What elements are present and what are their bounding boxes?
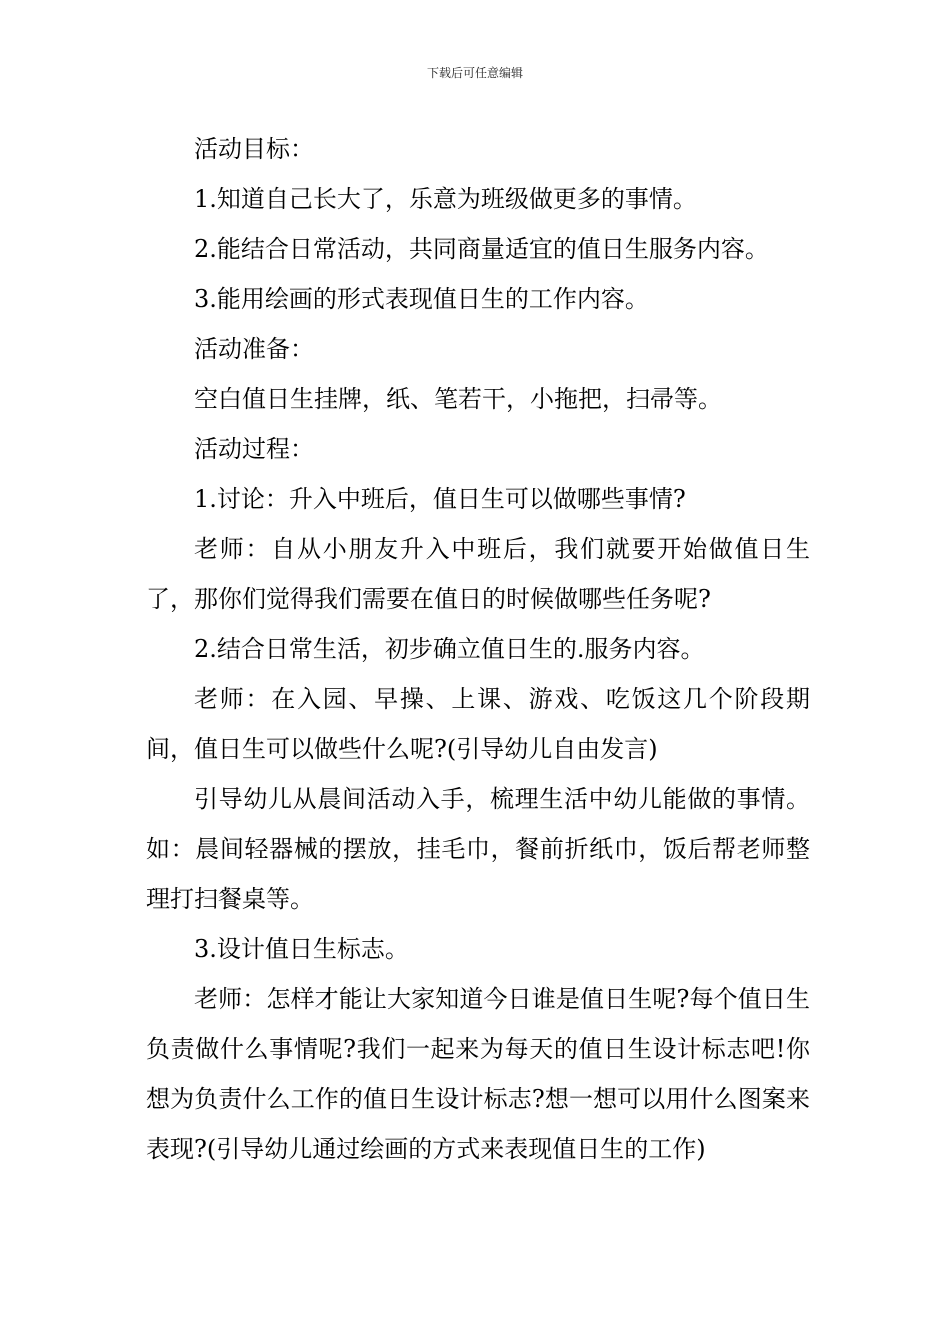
section-heading-process: 活动过程： xyxy=(194,435,314,463)
process-step-1: 1.讨论：升入中班后，值日生可以做哪些事情? xyxy=(194,485,686,513)
teacher-dialogue-2: 老师：在入园、早操、上课、游戏、吃饭这几个阶段期间，值日生可以做些什么呢?(引导幼儿自由发言) xyxy=(146,685,810,763)
goal-item-1: 1.知道自己长大了，乐意为班级做更多的事情。 xyxy=(194,185,697,213)
goal-item-2: 2.能结合日常活动，共同商量适宜的值日生服务内容。 xyxy=(194,235,769,263)
section-heading-preparation: 活动准备： xyxy=(194,335,314,363)
teacher-dialogue-1: 老师：自从小朋友升入中班后，我们就要开始做值日生了，那你们觉得我们需要在值日的时候做哪些任务呢? xyxy=(146,535,810,613)
guidance-paragraph: 引导幼儿从晨间活动入手，梳理生活中幼儿能做的事情。如：晨间轻器械的摆放，挂毛巾，餐前折纸巾，饭后帮老师整理打扫餐桌等。 xyxy=(146,785,810,913)
document-body xyxy=(146,124,810,1174)
section-heading-goals: 活动目标： xyxy=(194,135,314,163)
page-header: 下载后可任意编辑 xyxy=(426,66,523,80)
teacher-dialogue-3: 老师：怎样才能让大家知道今日谁是值日生呢?每个值日生负责做什么事情呢?我们一起来为每天的值日生设计标志吧!你想为负责什么工作的值日生设计标志?想一想可以用什么图案来表现?(引导幼儿通过绘画的方式来表现值日生的工作) xyxy=(146,985,810,1163)
process-step-3: 3.设计值日生标志。 xyxy=(194,935,409,963)
process-step-2: 2.结合日常生活，初步确立值日生的.服务内容。 xyxy=(194,635,705,663)
preparation-text: 空白值日生挂牌，纸、笔若干，小拖把，扫帚等。 xyxy=(194,385,722,413)
goal-item-3: 3.能用绘画的形式表现值日生的工作内容。 xyxy=(194,285,649,313)
